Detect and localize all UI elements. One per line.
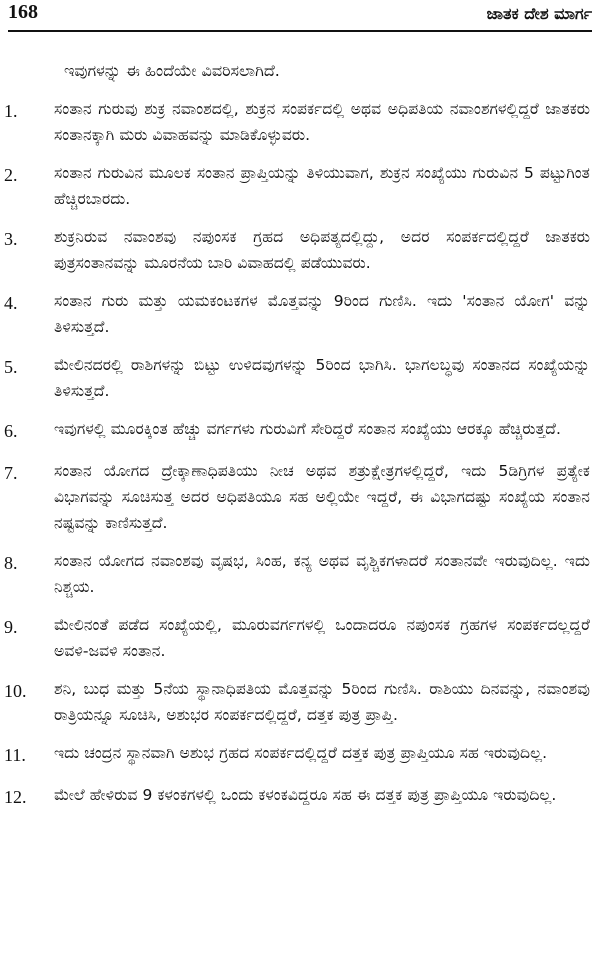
list-item — [0, 416, 590, 446]
item-text: ಶನಿ, ಬುಧ ಮತ್ತು 5ನೆಯ ಸ್ಥಾನಾಧಿಪತಿಯ ಮೊತ್ತವನ್ನು 5ರಿಂದ ಗುಣಿಸಿ. ರಾಶಿಯು ದಿನವನ್ನು, ನವಾಂಶವು ರಾತ್ರಿಯನ್ನೂ ಸೂಚಿಸಿ, ಅಶುಭರ ಸಂಪರ್ಕದಲ್ಲಿದ್ದರೆ, ದತ್ತಕ ಪುತ್ರ ಪ್ರಾಪ್ತಿ. — [54, 680, 590, 724]
item-number: 11. — [4, 745, 26, 765]
item-number: 10. — [4, 681, 27, 701]
item-text: ಸಂತಾನ ಗುರುವು ಶುಕ್ರ ನವಾಂಶದಲ್ಲಿ, ಶುಕ್ರನ ಸಂಪರ್ಕದಲ್ಲಿ ಅಥವ ಅಧಿಪತಿಯ ನವಾಂಶಗಳಲ್ಲಿದ್ದರೆ ಜಾತಕರು ಸಂತಾನಕ್ಕಾಗಿ ಮರು ವಿವಾಹವನ್ನು ಮಾಡಿಕೊಳ್ಳುವರು. — [54, 100, 590, 144]
list-item — [0, 96, 590, 148]
list-item — [0, 548, 590, 600]
running-title: ಜಾತಕ ದೇಶ ಮಾರ್ಗ — [486, 4, 592, 23]
list-item — [0, 612, 590, 664]
item-text: ಶುಕ್ರನಿರುವ ನವಾಂಶವು ನಪುಂಸಕ ಗ್ರಹದ ಅಧಿಪತ್ಯದಲ್ಲಿದ್ದು, ಅದರ ಸಂಪರ್ಕದಲ್ಲಿದ್ದರೆ ಜಾತಕರು ಪುತ್ರಸಂತಾನವನ್ನು ಮೂರನೆಯ ಬಾರಿ ವಿವಾಹದಲ್ಲಿ ಪಡೆಯುವರು. — [54, 228, 590, 272]
item-number: 3. — [4, 229, 18, 249]
intro-paragraph: ಇವುಗಳನ್ನು ಈ ಹಿಂದೆಯೇ ವಿವರಿಸಲಾಗಿದೆ. — [64, 61, 280, 80]
item-number: 5. — [4, 357, 18, 377]
item-number: 1. — [4, 101, 18, 121]
list-item — [0, 224, 590, 276]
page-number: 168 — [8, 1, 38, 23]
item-number: 8. — [4, 553, 18, 573]
list-item — [0, 782, 590, 812]
numbered-list — [0, 96, 590, 824]
item-text: ಮೇಲಿನಂತೆ ಪಡೆದ ಸಂಖ್ಯೆಯಲ್ಲಿ, ಮೂರುವರ್ಗಗಳಲ್ಲಿ ಒಂದಾದರೂ ನಪುಂಸಕ ಗ್ರಹಗಳ ಸಂಪರ್ಕದಲ್ಲದ್ದರೆ ಅವಳಿ-ಜವಳಿ ಸಂತಾನ. — [54, 616, 590, 660]
item-number: 4. — [4, 293, 18, 313]
item-number: 2. — [4, 165, 18, 185]
item-text: ಇವುಗಳಲ್ಲಿ ಮೂರಕ್ಕಿಂತ ಹೆಚ್ಚು ವರ್ಗಗಳು ಗುರುವಿಗೆ ಸೇರಿದ್ದರೆ ಸಂತಾನ ಸಂಖ್ಯೆಯು ಆರಕ್ಕೂ ಹೆಚ್ಚಿರುತ್ತದೆ. — [54, 420, 561, 438]
page-header — [8, 0, 592, 32]
item-number: 6. — [4, 421, 18, 441]
list-item — [0, 676, 590, 728]
item-text: ಮೇಲೆ ಹೇಳಿರುವ 9 ಕಳಂಕಗಳಲ್ಲಿ ಒಂದು ಕಳಂಕವಿದ್ದರೂ ಸಹ ಈ ದತ್ತಕ ಪುತ್ರ ಪ್ರಾಪ್ತಿಯೂ ಇರುವುದಿಲ್ಲ. — [54, 786, 557, 804]
list-item — [0, 458, 590, 536]
item-number: 7. — [4, 463, 18, 483]
item-number: 9. — [4, 617, 18, 637]
list-item — [0, 352, 590, 404]
item-text: ಸಂತಾನ ಯೋಗದ ದ್ರೇಕ್ಕಾಣಾಧಿಪತಿಯು ನೀಚ ಅಥವ ಶತ್ರುಕ್ಷೇತ್ರಗಳಲ್ಲಿದ್ದರೆ, ಇದು 5ಡಿಗ್ರಿಗಳ ಪ್ರತ್ಯೇಕ ವಿಭಾಗವನ್ನು ಸೂಚಿಸುತ್ತ ಅದರ ಅಧಿಪತಿಯೂ ಸಹ ಅಲ್ಲಿಯೇ ಇದ್ದರೆ, ಈ ವಿಭಾಗದಷ್ಟು ಸಂಖ್ಯೆಯ ಸಂತಾನ ನಷ್ಟವನ್ನು ಕಾಣಿಸುತ್ತದೆ. — [54, 462, 590, 532]
item-text: ಸಂತಾನ ಯೋಗದ ನವಾಂಶವು ವೃಷಭ, ಸಿಂಹ, ಕನ್ಯ ಅಥವ ವೃಶ್ಚಿಕಗಳಾದರೆ ಸಂತಾನವೇ ಇರುವುದಿಲ್ಲ. ಇದು ನಿಶ್ಚಯ. — [54, 552, 590, 596]
item-text: ಸಂತಾನ ಗುರುವಿನ ಮೂಲಕ ಸಂತಾನ ಪ್ರಾಪ್ತಿಯನ್ನು ತಿಳಿಯುವಾಗ, ಶುಕ್ರನ ಸಂಖ್ಯೆಯು ಗುರುವಿನ 5 ಪಟ್ಟುಗಿಂತ ಹೆಚ್ಚಿರಬಾರದು. — [54, 164, 590, 208]
item-text: ಸಂತಾನ ಗುರು ಮತ್ತು ಯಮಕಂಟಕಗಳ ಮೊತ್ತವನ್ನು 9ರಿಂದ ಗುಣಿಸಿ. ಇದು 'ಸಂತಾನ ಯೋಗ' ವನ್ನು ತಿಳಿಸುತ್ತದೆ. — [54, 292, 590, 336]
item-number: 12. — [4, 787, 27, 807]
item-text: ಇದು ಚಂದ್ರನ ಸ್ಥಾನವಾಗಿ ಅಶುಭ ಗ್ರಹದ ಸಂಪರ್ಕದಲ್ಲಿದ್ದರೆ ದತ್ತಕ ಪುತ್ರ ಪ್ರಾಪ್ತಿಯೂ ಸಹ ಇರುವುದಿಲ್ಲ. — [54, 744, 548, 762]
item-text: ಮೇಲಿನದರಲ್ಲಿ ರಾಶಿಗಳನ್ನು ಬಿಟ್ಟು ಉಳಿದವುಗಳನ್ನು 5ರಿಂದ ಭಾಗಿಸಿ. ಭಾಗಲಬ್ಧವು ಸಂತಾನದ ಸಂಖ್ಯೆಯನ್ನು ತಿಳಿಸುತ್ತದೆ. — [54, 356, 590, 400]
list-item — [0, 288, 590, 340]
list-item — [0, 160, 590, 212]
list-item — [0, 740, 590, 770]
